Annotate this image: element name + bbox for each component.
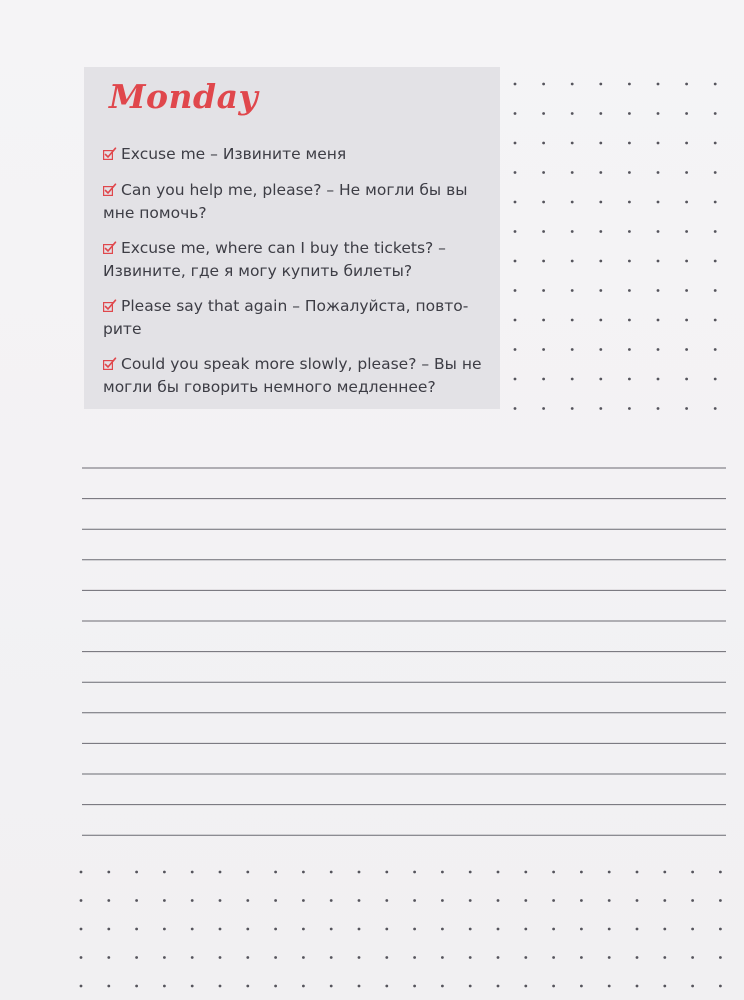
grid-dot <box>302 871 305 874</box>
grid-dot <box>571 348 574 351</box>
grid-dot <box>580 985 583 988</box>
grid-dot <box>685 171 688 174</box>
grid-dot <box>580 899 583 902</box>
grid-dot <box>413 871 416 874</box>
grid-dot <box>358 956 361 959</box>
grid-dot <box>542 171 545 174</box>
grid-dot <box>599 112 602 115</box>
writing-lines <box>82 466 726 846</box>
grid-dot <box>571 319 574 322</box>
grid-dot <box>135 899 138 902</box>
grid-dot <box>191 985 194 988</box>
grid-dot <box>685 378 688 381</box>
grid-dot <box>330 871 333 874</box>
grid-dot <box>657 201 660 204</box>
grid-dot <box>719 928 722 931</box>
grid-dot <box>636 956 639 959</box>
grid-dot <box>719 871 722 874</box>
grid-dot <box>107 928 110 931</box>
grid-dot <box>542 112 545 115</box>
phrase-item <box>103 353 493 398</box>
checkmark-box-icon <box>103 296 117 318</box>
grid-dot <box>514 171 517 174</box>
phrase-text: Excuse me, where can I buy the tickets? – Извините, где я могу купить билеты? <box>103 239 446 280</box>
grid-dot <box>714 289 717 292</box>
grid-dot <box>302 956 305 959</box>
grid-dot <box>571 112 574 115</box>
grid-dot <box>628 378 631 381</box>
grid-dot <box>714 142 717 145</box>
grid-dot <box>191 928 194 931</box>
grid-dot <box>107 899 110 902</box>
grid-dot <box>524 928 527 931</box>
grid-dot <box>302 928 305 931</box>
grid-dot <box>580 871 583 874</box>
grid-dot <box>302 899 305 902</box>
grid-dot <box>191 899 194 902</box>
grid-dot <box>663 985 666 988</box>
grid-dot <box>691 871 694 874</box>
grid-dot <box>608 928 611 931</box>
grid-dot <box>714 171 717 174</box>
grid-dot <box>219 985 222 988</box>
grid-dot <box>274 956 277 959</box>
grid-dot <box>163 871 166 874</box>
grid-dot <box>497 985 500 988</box>
phrase-list <box>103 143 493 411</box>
grid-dot <box>628 289 631 292</box>
grid-dot <box>691 899 694 902</box>
grid-dot <box>385 899 388 902</box>
phrase-text: Please say that again – Пожалуйста, повто-рите <box>103 297 469 338</box>
grid-dot <box>497 899 500 902</box>
grid-dot <box>628 83 631 86</box>
grid-dot <box>599 378 602 381</box>
grid-dot <box>552 928 555 931</box>
grid-dot <box>542 142 545 145</box>
grid-dot <box>657 378 660 381</box>
grid-dot <box>571 378 574 381</box>
day-title: Monday <box>109 77 259 116</box>
grid-dot <box>219 956 222 959</box>
grid-dot <box>714 319 717 322</box>
grid-dot <box>714 407 717 410</box>
grid-dot <box>685 348 688 351</box>
grid-dot <box>691 985 694 988</box>
grid-dot <box>571 171 574 174</box>
dot-grid-right <box>505 72 744 417</box>
grid-dot <box>714 112 717 115</box>
phrase-item <box>103 237 493 282</box>
grid-dot <box>542 289 545 292</box>
grid-dot <box>330 956 333 959</box>
grid-dot <box>524 956 527 959</box>
grid-dot <box>413 956 416 959</box>
grid-dot <box>80 899 83 902</box>
grid-dot <box>469 899 472 902</box>
grid-dot <box>657 171 660 174</box>
grid-dot <box>385 985 388 988</box>
grid-dot <box>599 289 602 292</box>
grid-dot <box>657 407 660 410</box>
grid-dot <box>514 289 517 292</box>
grid-dot <box>441 956 444 959</box>
grid-dot <box>628 201 631 204</box>
grid-dot <box>524 899 527 902</box>
grid-dot <box>542 348 545 351</box>
grid-dot <box>599 171 602 174</box>
grid-dot <box>571 407 574 410</box>
phrase-text: Can you help me, please? – Не могли бы вы мне помочь? <box>103 181 468 222</box>
grid-dot <box>163 985 166 988</box>
grid-dot <box>385 871 388 874</box>
grid-dot <box>163 956 166 959</box>
grid-dot <box>657 348 660 351</box>
grid-dot <box>628 260 631 263</box>
grid-dot <box>542 378 545 381</box>
grid-dot <box>657 112 660 115</box>
grid-dot <box>107 956 110 959</box>
grid-dot <box>80 871 83 874</box>
grid-dot <box>571 83 574 86</box>
checkmark-box-icon <box>103 180 117 202</box>
grid-dot <box>599 319 602 322</box>
grid-dot <box>358 928 361 931</box>
grid-dot <box>80 985 83 988</box>
grid-dot <box>330 928 333 931</box>
grid-dot <box>636 899 639 902</box>
grid-dot <box>714 260 717 263</box>
grid-dot <box>628 230 631 233</box>
grid-dot <box>358 899 361 902</box>
grid-dot <box>719 956 722 959</box>
grid-dot <box>571 260 574 263</box>
grid-dot <box>685 142 688 145</box>
grid-dot <box>719 985 722 988</box>
grid-dot <box>514 142 517 145</box>
grid-dot <box>80 928 83 931</box>
phrase-item <box>103 143 493 166</box>
grid-dot <box>219 871 222 874</box>
grid-dot <box>441 899 444 902</box>
grid-dot <box>358 985 361 988</box>
grid-dot <box>571 142 574 145</box>
checkmark-box-icon <box>103 144 117 166</box>
grid-dot <box>657 289 660 292</box>
grid-dot <box>542 201 545 204</box>
grid-dot <box>441 985 444 988</box>
grid-dot <box>524 985 527 988</box>
phrase-text: Could you speak more slowly, please? – Вы не могли бы говорить немного медленнее? <box>103 355 482 396</box>
grid-dot <box>542 260 545 263</box>
grid-dot <box>274 985 277 988</box>
grid-dot <box>413 928 416 931</box>
grid-dot <box>524 871 527 874</box>
grid-dot <box>599 201 602 204</box>
grid-dot <box>107 871 110 874</box>
grid-dot <box>628 348 631 351</box>
grid-dot <box>441 928 444 931</box>
grid-dot <box>685 289 688 292</box>
grid-dot <box>657 319 660 322</box>
grid-dot <box>663 899 666 902</box>
grid-dot <box>685 201 688 204</box>
grid-dot <box>691 956 694 959</box>
grid-dot <box>274 871 277 874</box>
grid-dot <box>599 260 602 263</box>
grid-dot <box>497 956 500 959</box>
grid-dot <box>514 112 517 115</box>
grid-dot <box>636 985 639 988</box>
grid-dot <box>714 83 717 86</box>
grid-dot <box>599 230 602 233</box>
grid-dot <box>246 956 249 959</box>
grid-dot <box>497 871 500 874</box>
grid-dot <box>608 871 611 874</box>
grid-dot <box>628 112 631 115</box>
grid-dot <box>274 928 277 931</box>
grid-dot <box>691 928 694 931</box>
grid-dot <box>608 899 611 902</box>
grid-dot <box>135 956 138 959</box>
grid-dot <box>685 112 688 115</box>
grid-dot <box>246 871 249 874</box>
dot-grid-bottom <box>70 862 744 1000</box>
grid-dot <box>302 985 305 988</box>
grid-dot <box>685 83 688 86</box>
grid-dot <box>469 871 472 874</box>
grid-dot <box>552 956 555 959</box>
grid-dot <box>542 319 545 322</box>
checkmark-box-icon <box>103 238 117 260</box>
grid-dot <box>714 378 717 381</box>
grid-dot <box>135 928 138 931</box>
grid-dot <box>663 956 666 959</box>
grid-dot <box>413 899 416 902</box>
grid-dot <box>219 928 222 931</box>
grid-dot <box>514 230 517 233</box>
grid-dot <box>552 899 555 902</box>
grid-dot <box>685 260 688 263</box>
grid-dot <box>657 230 660 233</box>
grid-dot <box>714 348 717 351</box>
grid-dot <box>628 171 631 174</box>
grid-dot <box>514 348 517 351</box>
grid-dot <box>685 407 688 410</box>
grid-dot <box>413 985 416 988</box>
grid-dot <box>685 319 688 322</box>
grid-dot <box>542 230 545 233</box>
grid-dot <box>514 83 517 86</box>
grid-dot <box>469 956 472 959</box>
grid-dot <box>552 871 555 874</box>
grid-dot <box>663 928 666 931</box>
grid-dot <box>135 985 138 988</box>
grid-dot <box>719 899 722 902</box>
grid-dot <box>608 956 611 959</box>
grid-dot <box>163 899 166 902</box>
phrase-item <box>103 295 493 340</box>
grid-dot <box>80 956 83 959</box>
grid-dot <box>385 928 388 931</box>
grid-dot <box>599 407 602 410</box>
grid-dot <box>542 407 545 410</box>
grid-dot <box>571 289 574 292</box>
grid-dot <box>385 956 388 959</box>
grid-dot <box>685 230 688 233</box>
grid-dot <box>657 260 660 263</box>
grid-dot <box>599 348 602 351</box>
grid-dot <box>469 985 472 988</box>
grid-dot <box>135 871 138 874</box>
grid-dot <box>636 871 639 874</box>
grid-dot <box>330 899 333 902</box>
grid-dot <box>657 142 660 145</box>
grid-dot <box>542 83 545 86</box>
grid-dot <box>714 230 717 233</box>
phrase-text: Excuse me – Извините меня <box>121 145 347 163</box>
grid-dot <box>514 319 517 322</box>
grid-dot <box>628 319 631 322</box>
grid-dot <box>441 871 444 874</box>
grid-dot <box>599 83 602 86</box>
grid-dot <box>497 928 500 931</box>
grid-dot <box>514 201 517 204</box>
grid-dot <box>714 201 717 204</box>
grid-dot <box>608 985 611 988</box>
grid-dot <box>657 83 660 86</box>
grid-dot <box>514 378 517 381</box>
grid-dot <box>163 928 166 931</box>
grid-dot <box>107 985 110 988</box>
grid-dot <box>580 956 583 959</box>
grid-dot <box>330 985 333 988</box>
grid-dot <box>636 928 639 931</box>
grid-dot <box>191 871 194 874</box>
grid-dot <box>580 928 583 931</box>
grid-dot <box>274 899 277 902</box>
grid-dot <box>469 928 472 931</box>
checkmark-box-icon <box>103 354 117 376</box>
grid-dot <box>663 871 666 874</box>
grid-dot <box>599 142 602 145</box>
grid-dot <box>246 928 249 931</box>
grid-dot <box>246 899 249 902</box>
grid-dot <box>514 260 517 263</box>
grid-dot <box>552 985 555 988</box>
grid-dot <box>571 230 574 233</box>
grid-dot <box>514 407 517 410</box>
grid-dot <box>246 985 249 988</box>
grid-dot <box>571 201 574 204</box>
grid-dot <box>628 142 631 145</box>
grid-dot <box>358 871 361 874</box>
grid-dot <box>219 899 222 902</box>
phrase-item <box>103 179 493 224</box>
grid-dot <box>628 407 631 410</box>
grid-dot <box>191 956 194 959</box>
